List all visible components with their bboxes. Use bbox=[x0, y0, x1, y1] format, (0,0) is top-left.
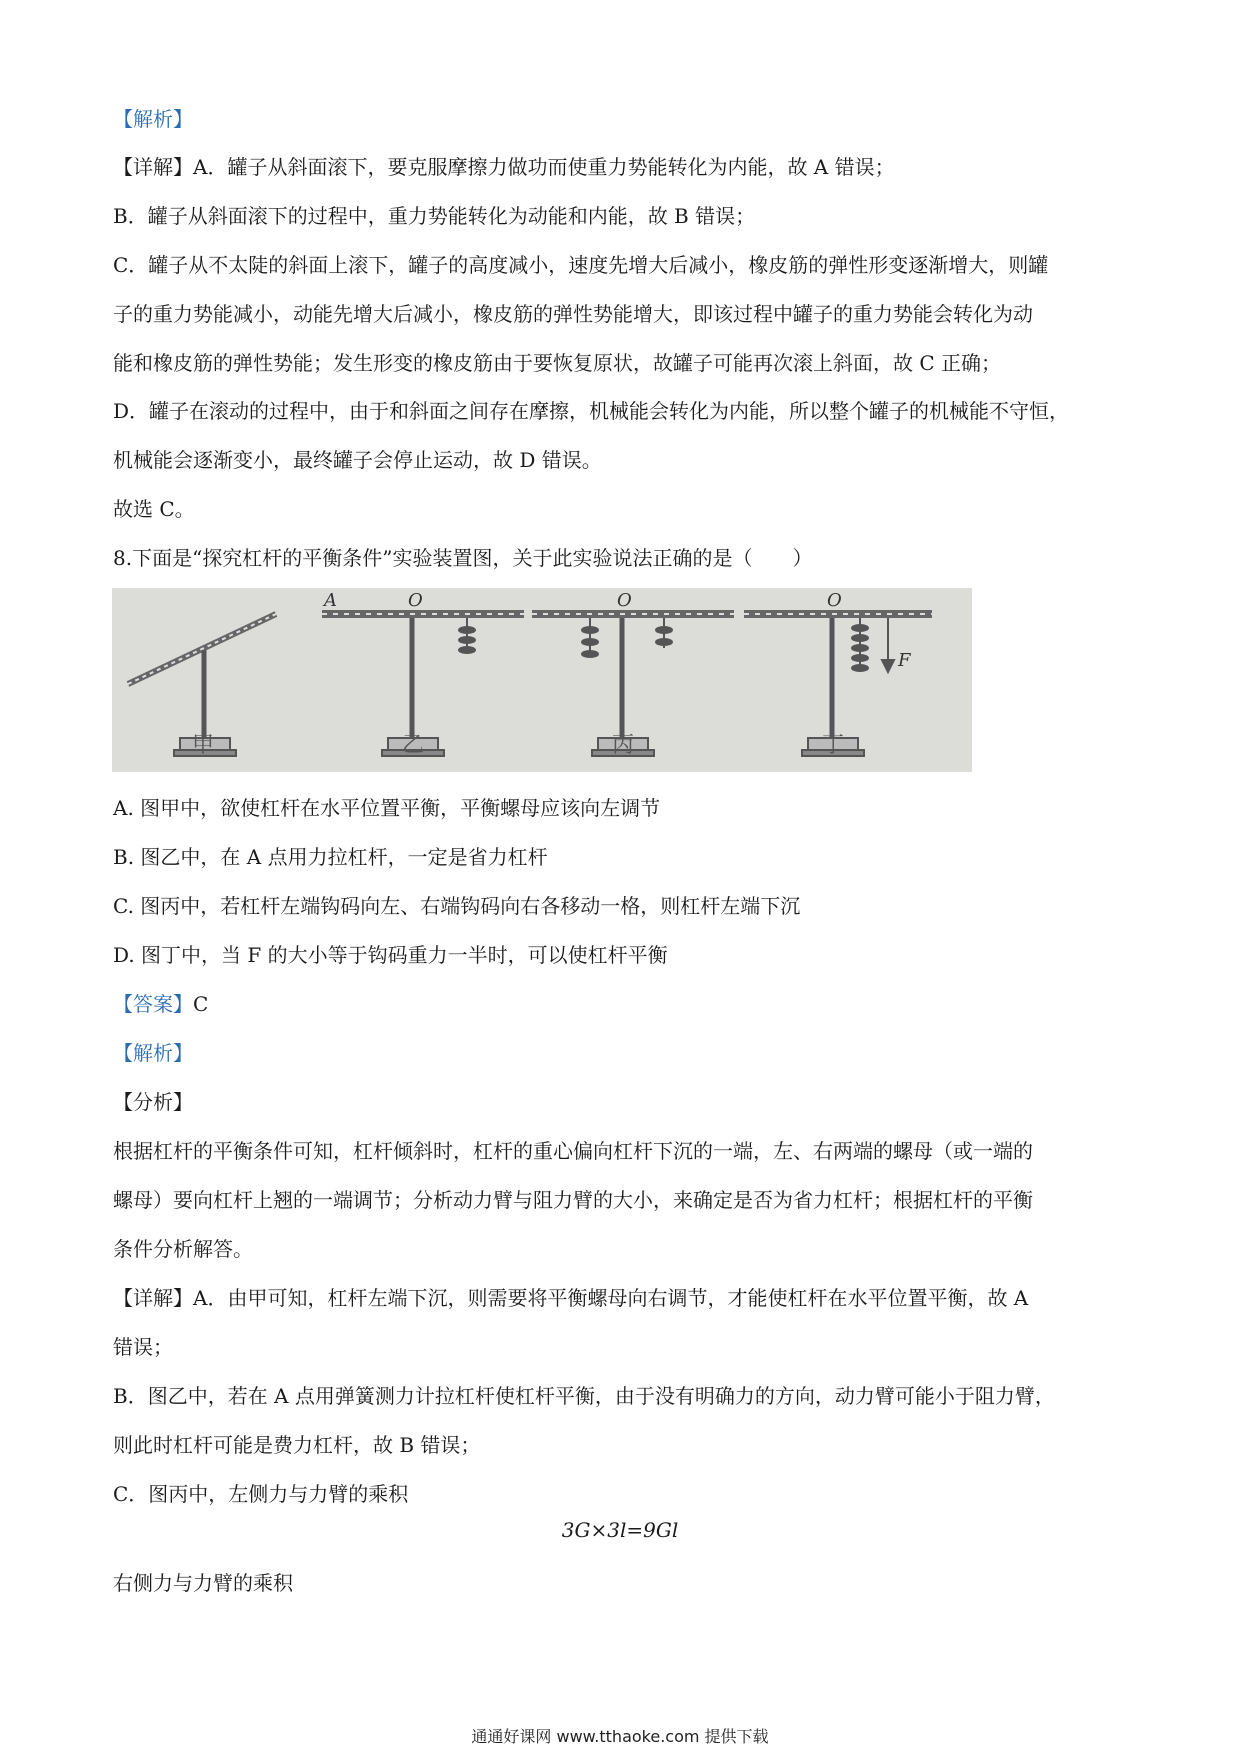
figure-label-jia: 甲 bbox=[192, 733, 215, 758]
option-a: A. 图甲中，欲使杠杆在水平位置平衡，平衡螺母应该向左调节 bbox=[113, 796, 661, 820]
paragraph-line: C．图丙中，左侧力与力臂的乘积 bbox=[113, 1482, 409, 1506]
analysis-line: 螺母）要向杠杆上翘的一端调节；分析动力臂与阻力臂的大小，来确定是否为省力杠杆；根据杠杆的平衡 bbox=[113, 1188, 1033, 1212]
paragraph-line: D．罐子在滚动的过程中，由于和斜面之间存在摩擦，机械能会转化为内能，所以整个罐子的机械能不守恒， bbox=[113, 399, 1070, 423]
option-c: C. 图丙中，若杠杆左端钩码向左、右端钩码向右各移动一格，则杠杆左端下沉 bbox=[113, 894, 801, 918]
paragraph-line: 子的重力势能减小，动能先增大后减小，橡皮筋的弹性势能增大，即该过程中罐子的重力势能会转化为动 bbox=[113, 302, 1033, 326]
answer-heading: 【答案】 bbox=[113, 992, 193, 1016]
analysis-line: 根据杠杆的平衡条件可知，杠杆倾斜时，杠杆的重心偏向杠杆下沉的一端，左、右两端的螺母（或一端的 bbox=[113, 1139, 1033, 1163]
point-o-label: O bbox=[408, 590, 423, 611]
lever-diagram bbox=[112, 588, 972, 772]
paragraph-line: C．罐子从不太陡的斜面上滚下，罐子的高度减小，速度先增大后减小，橡皮筋的弹性形变逐渐增大，则罐 bbox=[113, 253, 1049, 277]
figure-label-yi: 乙 bbox=[402, 733, 425, 758]
answer-value: C bbox=[193, 992, 209, 1016]
paragraph-line: 机械能会逐渐变小，最终罐子会停止运动，故 D 错误。 bbox=[113, 448, 602, 472]
paragraph-line: 错误； bbox=[113, 1335, 173, 1359]
point-a-label: A bbox=[324, 590, 337, 611]
paragraph-line bbox=[113, 154, 895, 180]
question-stem: 8.下面是“探究杠杆的平衡条件”实验装置图，关于此实验说法正确的是（ ） bbox=[113, 546, 813, 570]
force-f-label: F bbox=[898, 650, 911, 671]
figure-label-bing: 丙 bbox=[612, 733, 635, 758]
detail-heading: 【详解】 bbox=[113, 1286, 193, 1310]
paragraph-line: 右侧力与力臂的乘积 bbox=[113, 1571, 293, 1595]
detail-heading: 【详解】 bbox=[113, 155, 193, 179]
option-d: D. 图丁中，当 F 的大小等于钩码重力一半时，可以使杠杆平衡 bbox=[113, 943, 668, 967]
answer-line bbox=[113, 991, 208, 1017]
analysis-line: 条件分析解答。 bbox=[113, 1237, 253, 1261]
point-o-label: O bbox=[617, 590, 632, 611]
lever-experiment-figure bbox=[112, 588, 972, 772]
paragraph-line: 故选 C。 bbox=[113, 497, 195, 521]
footer-source: 通通好课网 www.tthaoke.com 提供下载 bbox=[471, 1727, 769, 1746]
paragraph-line bbox=[113, 1285, 1028, 1311]
figure-label-ding: 丁 bbox=[822, 733, 845, 758]
paragraph-line: 则此时杠杆可能是费力杠杆，故 B 错误； bbox=[113, 1433, 481, 1457]
jiexi-heading: 【解析】 bbox=[113, 107, 193, 131]
point-o-label: O bbox=[827, 590, 842, 611]
explanation-text: A．由甲可知，杠杆左端下沉，则需要将平衡螺母向右调节，才能使杠杆在水平位置平衡，故 A bbox=[193, 1286, 1029, 1310]
jiexi-heading: 【解析】 bbox=[113, 1041, 193, 1065]
option-b: B. 图乙中，在 A 点用力拉杠杆，一定是省力杠杆 bbox=[113, 845, 548, 869]
formula: 3G×3l=9Gl bbox=[561, 1518, 679, 1542]
explanation-text: A．罐子从斜面滚下，要克服摩擦力做功而使重力势能转化为内能，故 A 错误； bbox=[193, 155, 895, 179]
fenxi-heading: 【分析】 bbox=[113, 1090, 193, 1114]
paragraph-line: B．图乙中，若在 A 点用弹簧测力计拉杠杆使杠杆平衡，由于没有明确力的方向，动力臂可能小于阻力臂， bbox=[113, 1384, 1055, 1408]
paragraph-line: B．罐子从斜面滚下的过程中，重力势能转化为动能和内能，故 B 错误； bbox=[113, 204, 756, 228]
paragraph-line: 能和橡皮筋的弹性势能；发生形变的橡皮筋由于要恢复原状，故罐子可能再次滚上斜面，故 C 正确； bbox=[113, 351, 1002, 375]
